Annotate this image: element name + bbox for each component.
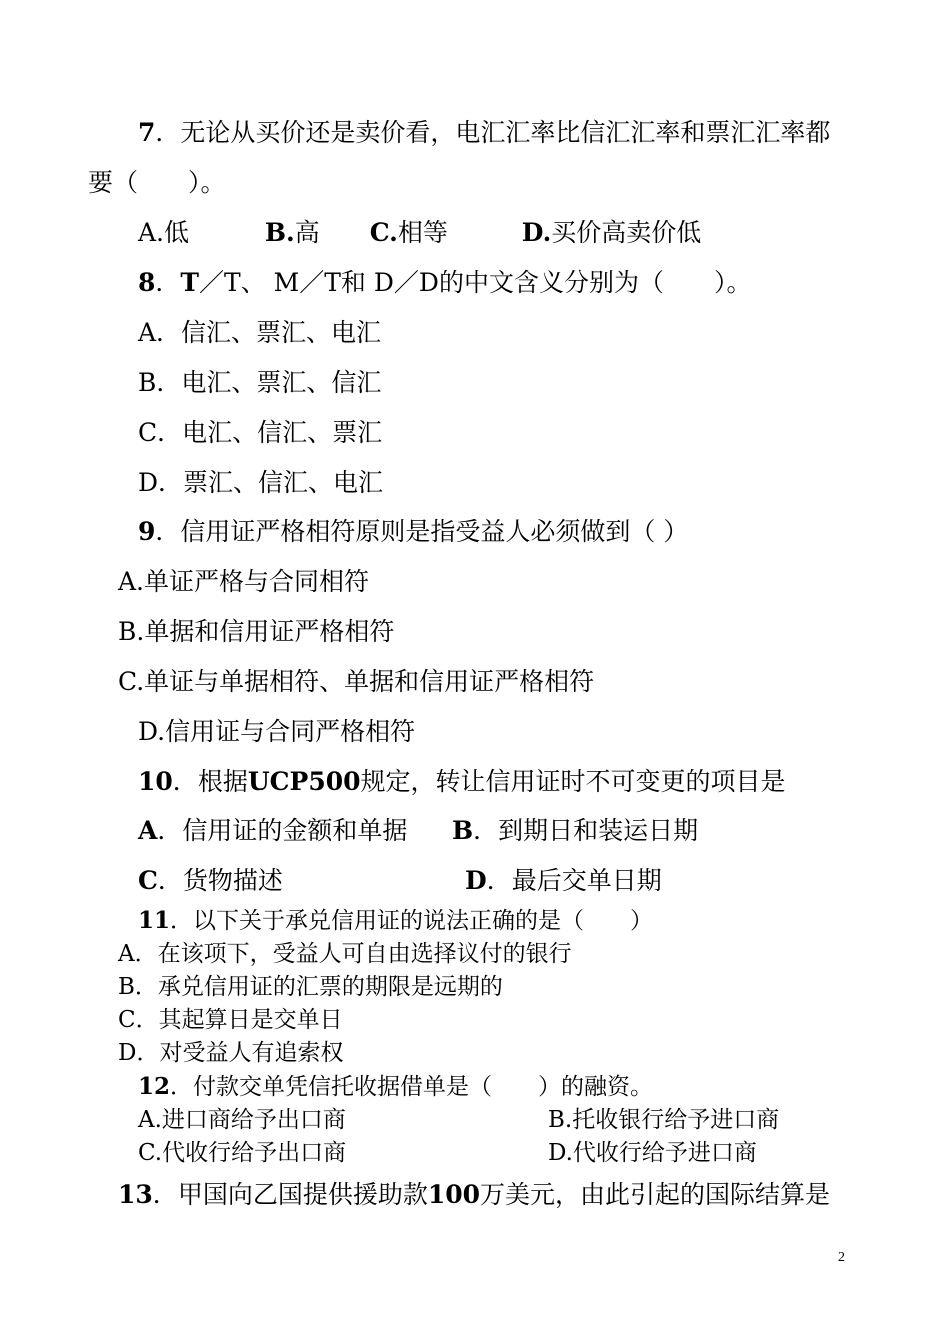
q9-option-b: B.单据和信用证严格相符 xyxy=(118,617,395,646)
q9-option-d: D.信用证与合同严格相符 xyxy=(138,717,416,746)
q13-sep: ． xyxy=(152,1180,178,1209)
q13-amount: 100 xyxy=(427,1180,481,1209)
q13-text-pre: 甲国向乙国提供援助款 xyxy=(177,1180,428,1209)
q7-sep: ． xyxy=(155,118,181,147)
q7-option-c-text: 相等 xyxy=(397,218,448,247)
q10-stem xyxy=(138,767,786,797)
q10-option-c-row xyxy=(138,866,283,896)
q13-stem xyxy=(118,1180,830,1210)
q11-option-d: D．对受益人有追索权 xyxy=(118,1040,344,1066)
q8-number: 8 xyxy=(138,268,156,297)
q8-option-a: A．信汇、票汇、电汇 xyxy=(138,318,382,347)
q10-option-b-row xyxy=(452,816,698,846)
q10-option-a-text: ．信用证的金额和单据 xyxy=(157,816,408,845)
q8-stem xyxy=(138,268,751,298)
q7-option-c-letter: C. xyxy=(369,218,398,247)
q10-sep: ． xyxy=(172,767,198,796)
q7-option-d-letter: D. xyxy=(521,218,552,247)
q13-text-post: 万美元，由此引起的国际结算是 xyxy=(480,1180,831,1209)
q11-option-b: B．承兑信用证的汇票的期限是远期的 xyxy=(118,974,503,1000)
q11-option-c: C．其起算日是交单日 xyxy=(118,1007,343,1033)
q12-option-a: A.进口商给予出口商 xyxy=(138,1107,346,1133)
q11-stem xyxy=(138,906,653,936)
q8-option-c: C．电汇、信汇、票汇 xyxy=(138,418,383,447)
q10-option-b-text: ．到期日和装运日期 xyxy=(473,816,699,845)
q7-line2: 要（ ）。 xyxy=(88,168,226,197)
q7-options xyxy=(138,218,701,248)
q11-number: 11 xyxy=(138,907,171,934)
page-number: 2 xyxy=(838,1250,845,1265)
q8-t-bold: T xyxy=(180,268,200,297)
q10-number: 10 xyxy=(138,767,173,796)
q10-option-c-text: ．货物描述 xyxy=(157,866,283,895)
q12-option-b: B.托收银行给予进口商 xyxy=(548,1107,780,1133)
q8-sep: ． xyxy=(155,268,181,297)
q8-option-d: D．票汇、信汇、电汇 xyxy=(138,468,384,497)
q10-option-a-row xyxy=(138,816,407,846)
q10-option-b-letter: B xyxy=(452,816,474,845)
q9-option-c: C.单证与单据相符、单据和信用证严格相符 xyxy=(118,667,595,696)
q7-line1 xyxy=(138,118,830,148)
q8-text: ／T、 M／T和 D／D的中文含义分别为（ ）。 xyxy=(199,268,752,297)
q10-text-post: 规定，转让信用证时不可变更的项目是 xyxy=(360,767,786,796)
q7-number: 7 xyxy=(138,118,156,147)
q10-text-pre: 根据 xyxy=(197,767,248,796)
q7-text: 无论从买价还是卖价看，电汇汇率比信汇汇率和票汇汇率都 xyxy=(180,118,831,147)
q10-option-d-text: ．最后交单日期 xyxy=(486,866,662,895)
q9-option-a: A.单证严格与合同相符 xyxy=(118,567,370,596)
q11-sep: ． xyxy=(170,908,194,934)
q12-sep: ． xyxy=(170,1074,194,1100)
q10-option-d-letter: D xyxy=(465,866,487,895)
q7-option-a: A.低 xyxy=(138,218,190,247)
q7-option-b-text: 高 xyxy=(294,218,320,247)
q10-ucp: UCP500 xyxy=(247,767,361,796)
q12-number: 12 xyxy=(138,1073,171,1100)
q12-option-c: C.代收行给予出口商 xyxy=(138,1140,347,1166)
q12-option-d: D.代收行给予进口商 xyxy=(548,1140,757,1166)
q9-number: 9 xyxy=(138,517,156,546)
q11-text: 以下关于承兑信用证的说法正确的是（ ） xyxy=(193,908,654,934)
q12-text: 付款交单凭信托收据借单是（ ）的融资。 xyxy=(193,1074,654,1100)
q7-option-d-text: 买价高卖价低 xyxy=(551,218,702,247)
q10-option-d-row xyxy=(465,866,662,896)
q7-option-b-letter: B. xyxy=(264,218,295,247)
q10-option-a-letter: A xyxy=(138,816,158,845)
q9-text: 信用证严格相符原则是指受益人必须做到（ ） xyxy=(180,517,689,546)
q10-option-c-letter: C xyxy=(138,866,158,895)
q9-sep: ． xyxy=(155,517,181,546)
q9-stem xyxy=(138,517,688,547)
q11-option-a: A．在该项下，受益人可自由选择议付的银行 xyxy=(118,941,572,967)
q13-number: 13 xyxy=(118,1180,153,1209)
q12-stem xyxy=(138,1072,653,1102)
q8-option-b: B．电汇、票汇、信汇 xyxy=(138,368,382,397)
